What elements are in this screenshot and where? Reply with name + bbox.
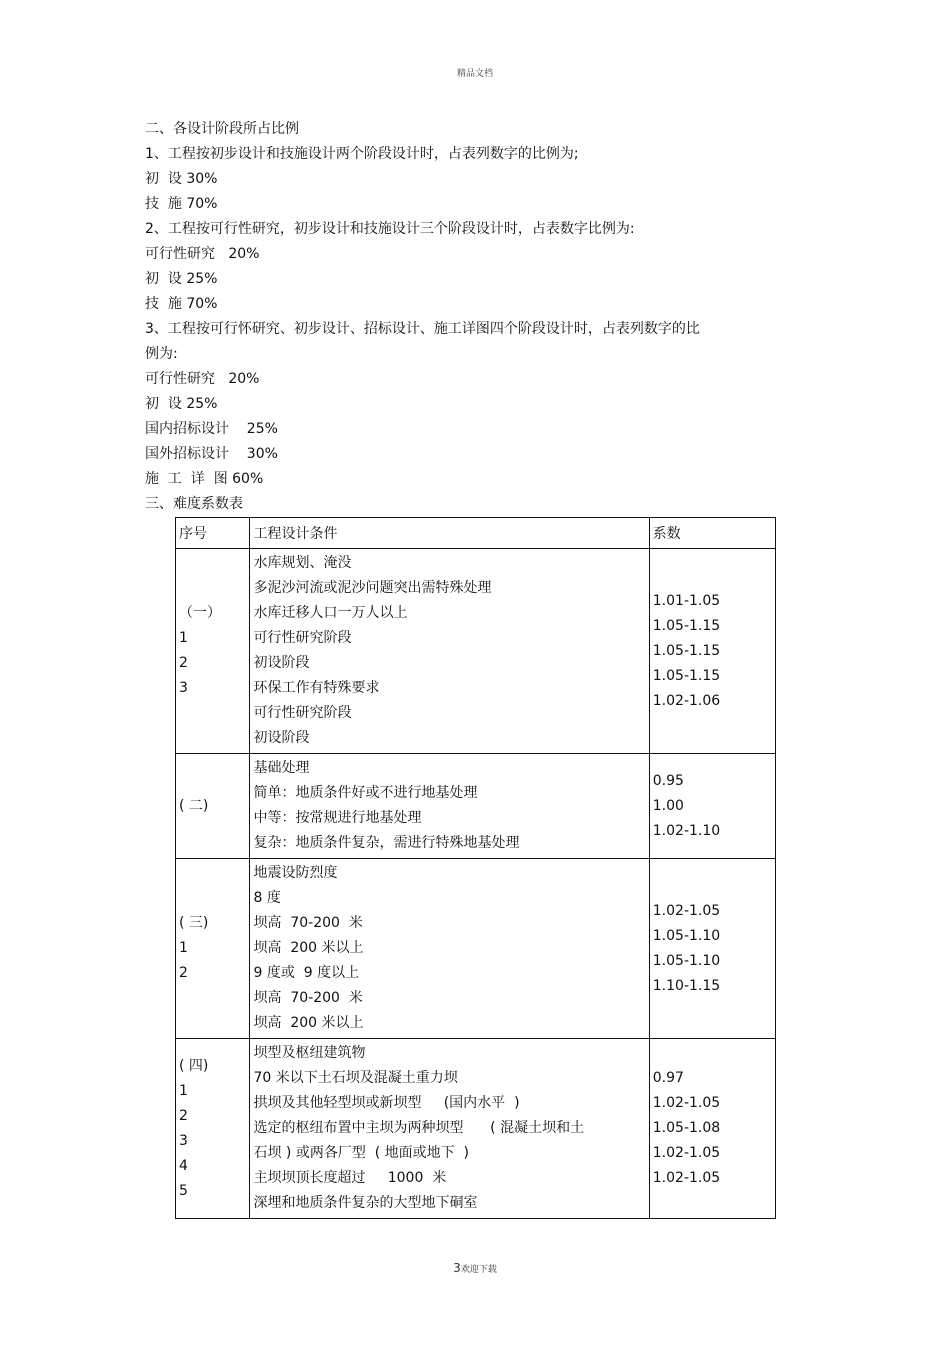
paragraph-line: 例为: bbox=[145, 346, 178, 362]
paragraph-line: 1、工程按初步设计和技施设计两个阶段设计时，占表列数字的比例为; bbox=[145, 146, 579, 162]
ratio-line: 可行性研究 20% bbox=[145, 246, 260, 262]
condition-line: 8 度 bbox=[253, 890, 281, 906]
coef-value: 1.05-1.15 bbox=[652, 617, 721, 634]
paragraph-line: 3、工程按可行怀研究、初步设计、招标设计、施工详图四个阶段设计时，占表列数字的比 bbox=[145, 321, 700, 337]
seq-label: ( 二) bbox=[179, 797, 209, 814]
condition-line: 坝高 70-200 米 bbox=[253, 990, 363, 1006]
condition-line: 水库规划、淹没 bbox=[253, 555, 352, 571]
coef-value: 1.02-1.06 bbox=[652, 692, 721, 709]
condition-line: 中等：按常规进行地基处理 bbox=[253, 810, 422, 826]
condition-line: 坝高 200 米以上 bbox=[253, 940, 364, 956]
condition-line: 地震设防烈度 bbox=[253, 865, 338, 881]
seq-cell bbox=[176, 549, 250, 754]
condition-line: 可行性研究阶段 bbox=[253, 705, 352, 721]
conditions-cell bbox=[250, 1039, 649, 1219]
table-row bbox=[176, 1039, 776, 1219]
coef-value: 1.10-1.15 bbox=[652, 977, 721, 994]
coef-value: 1.02-1.05 bbox=[652, 1095, 721, 1111]
seq-label: 4 bbox=[179, 1157, 188, 1174]
section-heading: 二、各设计阶段所占比例 bbox=[145, 121, 299, 137]
coef-value: 1.02-1.05 bbox=[652, 902, 721, 919]
coef-value: 1.05-1.15 bbox=[652, 642, 721, 659]
section-heading: 三、难度系数表 bbox=[145, 496, 243, 512]
page-header: 精品文档 bbox=[456, 69, 493, 79]
seq-label: （一） bbox=[179, 605, 221, 621]
seq-label: 1 bbox=[179, 630, 188, 646]
coef-value: 1.01-1.05 bbox=[652, 592, 721, 609]
column-header-seq: 序号 bbox=[176, 518, 250, 549]
condition-line: 基础处理 bbox=[253, 760, 310, 776]
seq-label: 2 bbox=[179, 1107, 188, 1124]
seq-label: ( 三) bbox=[179, 915, 209, 931]
condition-line: 坝型及枢纽建筑物 bbox=[253, 1045, 366, 1061]
page-footer bbox=[0, 1261, 950, 1275]
seq-label: 3 bbox=[179, 1132, 188, 1149]
seq-label: 1 bbox=[179, 940, 188, 956]
coef-value: 1.00 bbox=[652, 797, 684, 814]
coef-value: 1.02-1.05 bbox=[652, 1145, 721, 1161]
condition-line: 初设阶段 bbox=[253, 655, 310, 671]
condition-line: 拱坝及其他轻型坝或新坝型 (国内水平 ) bbox=[253, 1095, 520, 1111]
condition-line: 环保工作有特殊要求 bbox=[253, 680, 380, 696]
condition-line: 主坝坝顶长度超过 1000 米 bbox=[253, 1170, 447, 1186]
coef-value: 1.02-1.05 bbox=[652, 1170, 721, 1186]
seq-label: ( 四) bbox=[179, 1057, 209, 1074]
ratio-line: 技 施 70% bbox=[145, 296, 218, 312]
condition-line: 多泥沙河流或泥沙问题突出需特殊处理 bbox=[253, 580, 492, 596]
condition-line: 坝高 70-200 米 bbox=[253, 915, 363, 931]
ratio-line: 初 设 25% bbox=[145, 396, 218, 412]
table-row bbox=[176, 754, 776, 859]
coef-cell bbox=[649, 754, 775, 859]
condition-line: 70 米以下土石坝及混凝土重力坝 bbox=[253, 1070, 458, 1086]
condition-line: 可行性研究阶段 bbox=[253, 630, 352, 646]
conditions-cell bbox=[250, 754, 649, 859]
seq-label: 1 bbox=[179, 1082, 188, 1099]
coef-cell bbox=[649, 1039, 775, 1219]
seq-cell bbox=[176, 754, 250, 859]
condition-line: 复杂：地质条件复杂，需进行特殊地基处理 bbox=[253, 835, 520, 851]
condition-line: 9 度或 9 度以上 bbox=[253, 965, 360, 981]
table-header-row bbox=[176, 518, 776, 549]
condition-line: 石坝 ) 或两各厂型 ( 地面或地下 ) bbox=[253, 1145, 470, 1161]
ratio-line: 初 设 30% bbox=[145, 171, 218, 187]
seq-cell bbox=[176, 859, 250, 1039]
paragraph-line: 2、工程按可行性研究，初步设计和技施设计三个阶段设计时，占表数字比例为: bbox=[145, 221, 635, 237]
ratio-line: 国内招标设计 25% bbox=[145, 421, 278, 437]
condition-line: 初设阶段 bbox=[253, 730, 310, 746]
coef-value: 1.05-1.10 bbox=[652, 927, 721, 944]
condition-line: 坝高 200 米以上 bbox=[253, 1015, 364, 1031]
table-row bbox=[176, 549, 776, 754]
ratio-line: 施 工 详 图 60% bbox=[145, 471, 264, 487]
footer-text: 欢迎下载 bbox=[460, 1265, 497, 1275]
coef-value: 0.95 bbox=[652, 772, 684, 789]
table-row bbox=[176, 859, 776, 1039]
difficulty-coefficient-table bbox=[175, 517, 776, 1219]
seq-label: 2 bbox=[179, 965, 188, 981]
seq-label: 2 bbox=[179, 655, 188, 671]
column-header-conditions: 工程设计条件 bbox=[250, 518, 649, 549]
condition-line: 水库迁移人口一万人以上 bbox=[253, 605, 408, 621]
body-text bbox=[145, 117, 785, 517]
coef-value: 1.02-1.10 bbox=[652, 822, 721, 839]
seq-label: 3 bbox=[179, 680, 188, 696]
condition-line: 深埋和地质条件复杂的大型地下硐室 bbox=[253, 1195, 478, 1211]
coef-cell bbox=[649, 859, 775, 1039]
coef-value: 1.05-1.08 bbox=[652, 1120, 721, 1136]
coef-value: 1.05-1.15 bbox=[652, 667, 721, 684]
conditions-cell bbox=[250, 859, 649, 1039]
ratio-line: 国外招标设计 30% bbox=[145, 446, 278, 462]
column-header-coef: 系数 bbox=[649, 518, 775, 549]
ratio-line: 初 设 25% bbox=[145, 271, 218, 287]
condition-line: 选定的枢纽布置中主坝为两种坝型 ( 混凝土坝和土 bbox=[253, 1120, 585, 1136]
ratio-line: 可行性研究 20% bbox=[145, 371, 260, 387]
coef-value: 1.05-1.10 bbox=[652, 952, 721, 969]
condition-line: 简单：地质条件好或不进行地基处理 bbox=[253, 785, 478, 801]
ratio-line: 技 施 70% bbox=[145, 196, 218, 212]
page-number: 3 bbox=[453, 1261, 461, 1275]
conditions-cell bbox=[250, 549, 649, 754]
seq-cell bbox=[176, 1039, 250, 1219]
seq-label: 5 bbox=[179, 1182, 188, 1199]
coef-value: 0.97 bbox=[652, 1070, 684, 1086]
coef-cell bbox=[649, 549, 775, 754]
